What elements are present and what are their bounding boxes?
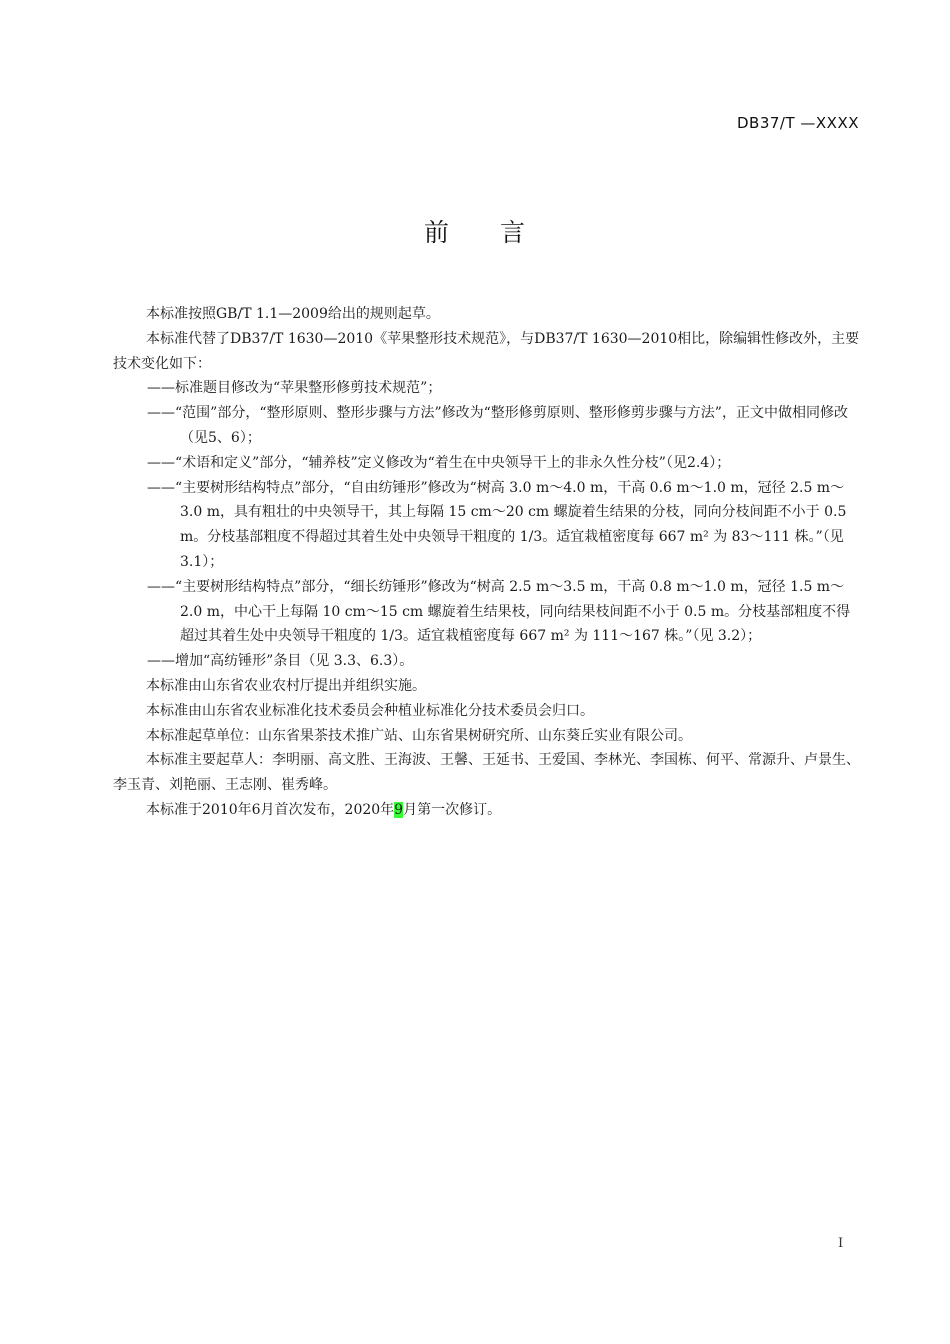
paragraph-replacement: 本标准代替了DB37/T 1630—2010《苹果整形技术规范》，与DB37/T 1630—2010相比，除编辑性修改外，主要技术变化如下： bbox=[113, 330, 860, 372]
release-text-start: 本标准于2010年6月首次发布，2020年 bbox=[146, 801, 395, 818]
highlighted-month: 9 bbox=[394, 801, 404, 818]
list-item: ——增加“高纺锤形”条目（见 3.3、6.3）。 bbox=[147, 653, 414, 670]
paragraph-drafters: 本标准主要起草人：李明丽、高文胜、王海波、王馨、王延书、王爱国、李林光、李国栋、何平、常源升、卢景生、李玉青、刘艳丽、王志刚、崔秀峰。 bbox=[113, 752, 860, 794]
paragraph-release-history bbox=[113, 798, 861, 823]
list-item: ——标准题目修改为“苹果整形修剪技术规范”； bbox=[147, 380, 442, 397]
list-item: ——“术语和定义”部分，“辅养枝”定义修改为“着生在中央领导干上的非永久性分枝”（见2.4）； bbox=[147, 454, 731, 471]
list-item: ——“主要树形结构特点”部分，“细长纺锤形”修改为“树高 2.5 m～3.5 m，干高 0.8 m～1.0 m，冠径 1.5 m～2.0 m，中心干上每隔 10 cm～15 cm 螺旋着生结果枝，同向结果枝间距不小于 0.5 m。分枝基部粗度不得超过其着生处中央领导干粗度的 1/3。适宜栽植密度每 667 m² 为 111～167 株。”（见 3.2）； bbox=[147, 578, 851, 645]
foreword-body bbox=[113, 302, 861, 823]
release-text-end: 月第一次修订。 bbox=[403, 801, 502, 818]
list-item: ——“范围”部分，“整形原则、整形步骤与方法”修改为“整形修剪原则、整形修剪步骤与方法”，正文中做相同修改（见5、6）； bbox=[147, 405, 848, 446]
paragraph-committee: 本标准由山东省农业标准化技术委员会种植业标准化分技术委员会归口。 bbox=[146, 702, 594, 719]
page-title bbox=[0, 213, 950, 249]
title-part-1: 前 bbox=[423, 218, 450, 247]
paragraph-proposer: 本标准由山东省农业农村厅提出并组织实施。 bbox=[146, 677, 426, 694]
list-item: ——“主要树形结构特点”部分，“自由纺锤形”修改为“树高 3.0 m～4.0 m，干高 0.6 m～1.0 m，冠径 2.5 m～3.0 m，具有粗壮的中央领导干，其上每隔 15 cm～20 cm 螺旋着生结果的分枝，同向分枝间距不小于 0.5 m。分枝基部粗度不得超过其着生处中央领导干粗度的 1/3。适宜栽植密度每 667 m² 为 83～111 株。”（见 3.1）； bbox=[147, 479, 847, 570]
paragraph-drafting-units: 本标准起草单位：山东省果茶技术推广站、山东省果树研究所、山东葵丘实业有限公司。 bbox=[146, 727, 692, 744]
paragraph-drafting-rules: 本标准按照GB/T 1.1—2009给出的规则起草。 bbox=[146, 306, 440, 322]
title-part-2: 言 bbox=[500, 218, 527, 247]
page-number: I bbox=[838, 1236, 844, 1251]
standard-code: DB37/T —XXXX bbox=[736, 114, 859, 132]
